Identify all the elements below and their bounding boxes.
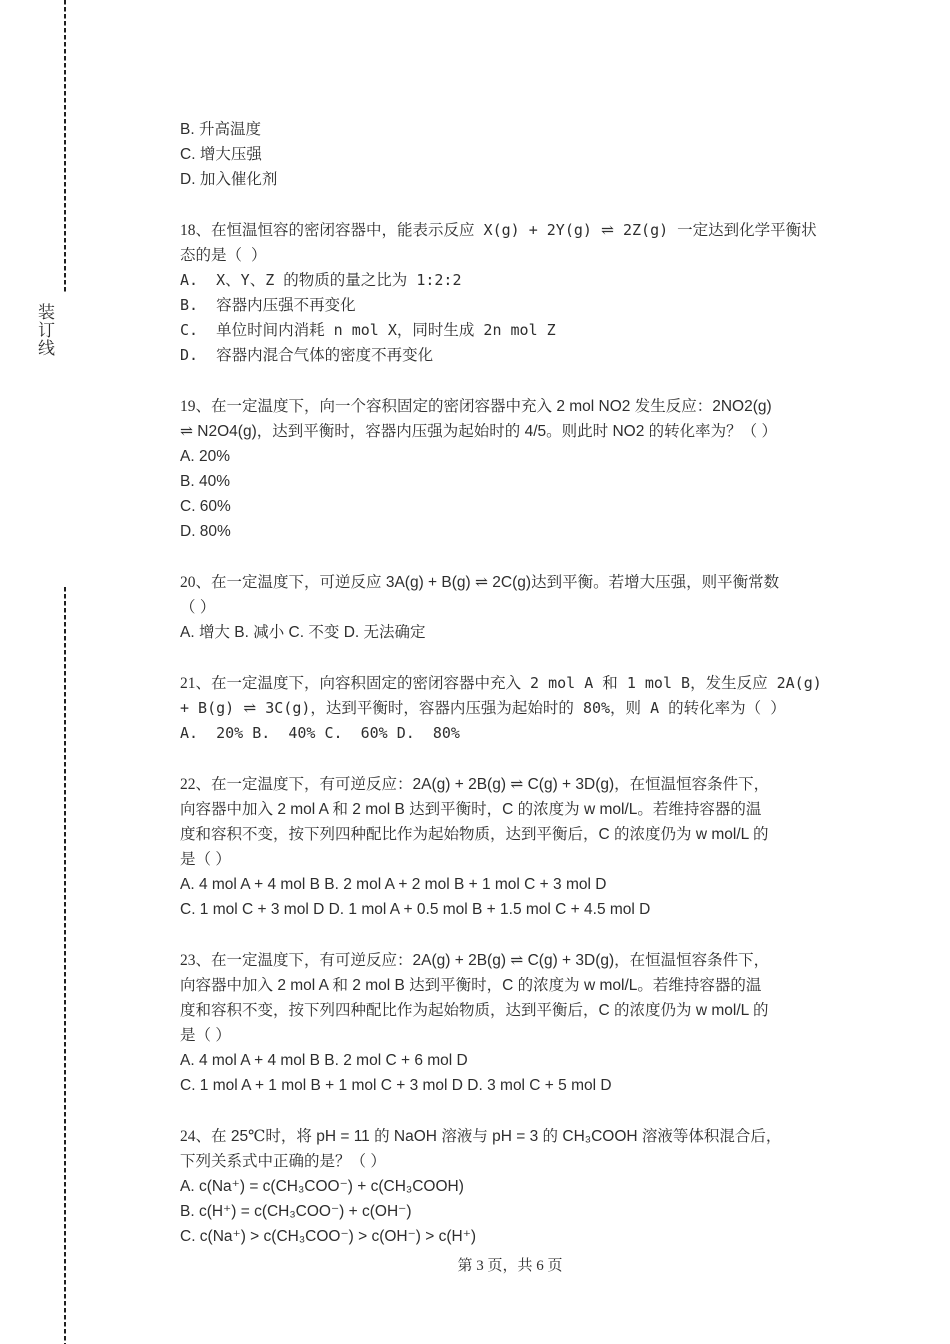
text-line xyxy=(180,1073,900,1098)
text-line: 23、在一定温度下，有可逆反应：2A(g) + 2B(g) ⇌ C(g) + 3D(g)，在恒温恒容条件下， xyxy=(180,952,770,969)
latin-run: 2A(g) xyxy=(767,674,822,692)
latin-run: A. X xyxy=(180,271,226,289)
latin-run: 2 mol A xyxy=(273,977,333,994)
latin-run: 2NO2(g) xyxy=(712,398,772,415)
binding-line-label: 装订线 xyxy=(35,303,54,357)
text-line: 度和容积不变，按下列四种配比作为起始物质，达到平衡后，C 的浓度仍为 w mol/L 的 xyxy=(180,1002,769,1019)
text-line: 21、在一定温度下，向容积固定的密闭容器中充入 2 mol A 和 1 mol B，发生反应 2A(g) xyxy=(180,674,822,692)
latin-run: C(g) + 3D(g) xyxy=(523,952,615,969)
text-line: A. 增大 B. 减小 C. 不变 D. 无法确定 xyxy=(180,624,426,641)
question-20 xyxy=(180,570,900,645)
latin-run: A. 20% xyxy=(180,448,230,465)
latin-run: Y xyxy=(240,271,250,289)
latin-run: w mol/L xyxy=(691,1002,753,1019)
latin-run: NaOH xyxy=(389,1128,442,1145)
text-line xyxy=(180,872,900,897)
question-23 xyxy=(180,948,900,1098)
text-line: B. 升高温度 xyxy=(180,121,261,138)
question-list xyxy=(180,117,900,1249)
text-line: 下列关系式中正确的是？（ ） xyxy=(180,1153,386,1170)
text-line: D. 加入催化剂 xyxy=(180,171,278,188)
latin-run: C. 1 mol C + 3 mol D D. 1 mol A + 0.5 mol B + 1.5 mol C + 4.5 mol D xyxy=(180,901,651,918)
question-19 xyxy=(180,394,900,544)
latin-run: NO2 xyxy=(608,423,649,440)
text-line: C. 增大压强 xyxy=(180,146,262,163)
latin-run: A. 4 mol A + 4 mol B B. 2 mol C + 6 mol D xyxy=(180,1052,468,1069)
text-line: （ ） xyxy=(180,599,216,616)
question-18 xyxy=(180,218,900,368)
latin-run: 2 mol A xyxy=(273,801,333,818)
latin-run: B. c(H⁺) = c(CH₃COO⁻) + c(OH⁻) xyxy=(180,1203,412,1220)
latin-run: C. 1 mol A + 1 mol B + 1 mol C + 3 mol D D. 3 mol C + 5 mol D xyxy=(180,1077,612,1094)
text-line: 是（ ） xyxy=(180,851,231,868)
text-line: 24、在 25℃时，将 pH = 11 的 NaOH 溶液与 pH = 3 的 CH₃COOH 溶液等体积混合后， xyxy=(180,1128,782,1145)
latin-run: + B(g) xyxy=(180,699,244,717)
latin-run: 2 mol A xyxy=(521,674,603,692)
latin-run: A xyxy=(641,699,669,717)
latin-run: A. xyxy=(180,624,199,641)
text-line: + B(g) ⇌ 3C(g)，达到平衡时，容器内压强为起始时的 80%，则 A 的转化率为（ ） xyxy=(180,699,786,717)
text-line: 19、在一定温度下，向一个容积固定的密闭容器中充入 2 mol NO2 发生反应：2NO2(g) xyxy=(180,398,772,415)
latin-run: 3C(g) xyxy=(256,699,311,717)
latin-run: D. xyxy=(339,624,364,641)
text-line: 22、在一定温度下，有可逆反应：2A(g) + 2B(g) ⇌ C(g) + 3D(g)，在恒温恒容条件下， xyxy=(180,776,770,793)
latin-run: 2n mol Z xyxy=(474,321,556,339)
options-remainder xyxy=(180,117,900,192)
latin-run: X(g) + 2Y(g) xyxy=(474,221,601,239)
latin-run: B. xyxy=(180,121,199,138)
latin-run: N2O4(g) xyxy=(193,423,257,440)
latin-run: C xyxy=(502,977,518,994)
latin-run: C xyxy=(598,1002,615,1019)
latin-run: A. 20% B. 40% C. 60% D. 80% xyxy=(180,724,460,742)
latin-run: 4/5 xyxy=(520,423,547,440)
latin-run xyxy=(196,599,200,616)
latin-run: 2C(g) xyxy=(487,574,532,591)
text-line: C. 单位时间内消耗 n mol X，同时生成 2n mol Z xyxy=(180,321,556,339)
latin-run: 1 mol B xyxy=(617,674,691,692)
latin-run: B. xyxy=(180,296,217,314)
text-line: 20、在一定温度下，可逆反应 3A(g) + B(g) ⇌ 2C(g)达到平衡。若增大压强，则平衡常数 xyxy=(180,574,780,591)
text-line: 度和容积不变，按下列四种配比作为起始物质，达到平衡后，C 的浓度仍为 w mol/L 的 xyxy=(180,826,769,843)
text-line: 态的是（ ） xyxy=(180,247,267,264)
text-line: 向容器中加入 2 mol A 和 2 mol B 达到平衡时，C 的浓度为 w mol/L。若维持容器的温 xyxy=(180,801,762,818)
text-line: B. 容器内压强不再变化 xyxy=(180,296,356,314)
latin-run: A. 4 mol A + 4 mol B B. 2 mol A + 2 mol B + 1 mol C + 3 mol D xyxy=(180,876,607,893)
latin-run: w mol/L xyxy=(691,826,753,843)
latin-run xyxy=(211,851,215,868)
binding-dashed-line-top xyxy=(64,0,66,293)
text-line: ⇌ N2O4(g)，达到平衡时，容器内压强为起始时的 4/5。则此时 NO2 的转化率为？（ ） xyxy=(180,423,777,440)
latin-run: 2A(g) + 2B(g) xyxy=(412,952,511,969)
latin-run: 1:2:2 xyxy=(407,271,462,289)
latin-run: 3A(g) + B(g) xyxy=(381,574,475,591)
latin-run: 2 mol B xyxy=(347,977,410,994)
text-line: 向容器中加入 2 mol A 和 2 mol B 达到平衡时，C 的浓度为 w mol/L。若维持容器的温 xyxy=(180,977,762,994)
latin-run: pH = 3 xyxy=(487,1128,543,1145)
latin-run: C. 60% xyxy=(180,498,231,515)
latin-run: 25 xyxy=(226,1128,249,1145)
latin-run: 80% xyxy=(573,699,611,717)
latin-run: CH₃COOH xyxy=(558,1128,642,1145)
latin-run: C. c(Na⁺) > c(CH₃COO⁻) > c(OH⁻) > c(H⁺) xyxy=(180,1228,477,1245)
text-line xyxy=(180,469,900,494)
text-line xyxy=(180,1174,900,1199)
text-line: D. 容器内混合气体的密度不再变化 xyxy=(180,346,434,364)
latin-run: 2 mol B xyxy=(347,801,410,818)
latin-run: w mol/L xyxy=(579,801,638,818)
text-line: 18、在恒温恒容的密闭容器中，能表示反应 X(g) + 2Y(g) ⇌ 2Z(g) 一定达到化学平衡状 xyxy=(180,221,817,239)
text-line xyxy=(180,1048,900,1073)
text-line xyxy=(180,721,900,746)
text-line: 是（ ） xyxy=(180,1027,231,1044)
latin-run xyxy=(211,1027,215,1044)
latin-run: 2 mol NO2 xyxy=(552,398,635,415)
question-24 xyxy=(180,1124,900,1249)
latin-run: w mol/L xyxy=(579,977,638,994)
latin-run xyxy=(242,246,251,264)
text-line xyxy=(180,1224,900,1249)
latin-run: pH = 11 xyxy=(311,1128,375,1145)
latin-run: A. c(Na⁺) = c(CH₃COO⁻) + c(CH₃COOH) xyxy=(180,1178,464,1195)
latin-run: B. 40% xyxy=(180,473,230,490)
latin-run: 2Z(g) xyxy=(613,221,678,239)
text-line xyxy=(180,494,900,519)
latin-run: C. xyxy=(180,321,217,339)
text-line xyxy=(180,444,900,469)
binding-dashed-line-bottom xyxy=(64,587,66,1344)
latin-run: C. xyxy=(284,624,309,641)
text-line xyxy=(180,519,900,544)
latin-run xyxy=(761,699,770,717)
question-22 xyxy=(180,772,900,922)
latin-run: D. 80% xyxy=(180,523,231,540)
latin-run: Z xyxy=(265,271,284,289)
latin-run: C. xyxy=(180,146,200,163)
latin-run: B. xyxy=(229,624,254,641)
latin-run: n mol X xyxy=(324,321,397,339)
latin-run xyxy=(366,1153,370,1170)
text-line xyxy=(180,897,900,922)
latin-run: D. xyxy=(180,346,217,364)
latin-run: 2A(g) + 2B(g) xyxy=(412,776,511,793)
latin-run: D. xyxy=(180,171,200,188)
latin-run: C(g) + 3D(g) xyxy=(523,776,615,793)
latin-run: C xyxy=(502,801,518,818)
page-number: 第 3 页，共 6 页 xyxy=(457,1258,563,1274)
latin-run xyxy=(757,423,761,440)
question-21 xyxy=(180,671,900,746)
latin-run: C xyxy=(598,826,615,843)
text-line: A. X、Y、Z 的物质的量之比为 1:2:2 xyxy=(180,271,462,289)
text-line xyxy=(180,1199,900,1224)
